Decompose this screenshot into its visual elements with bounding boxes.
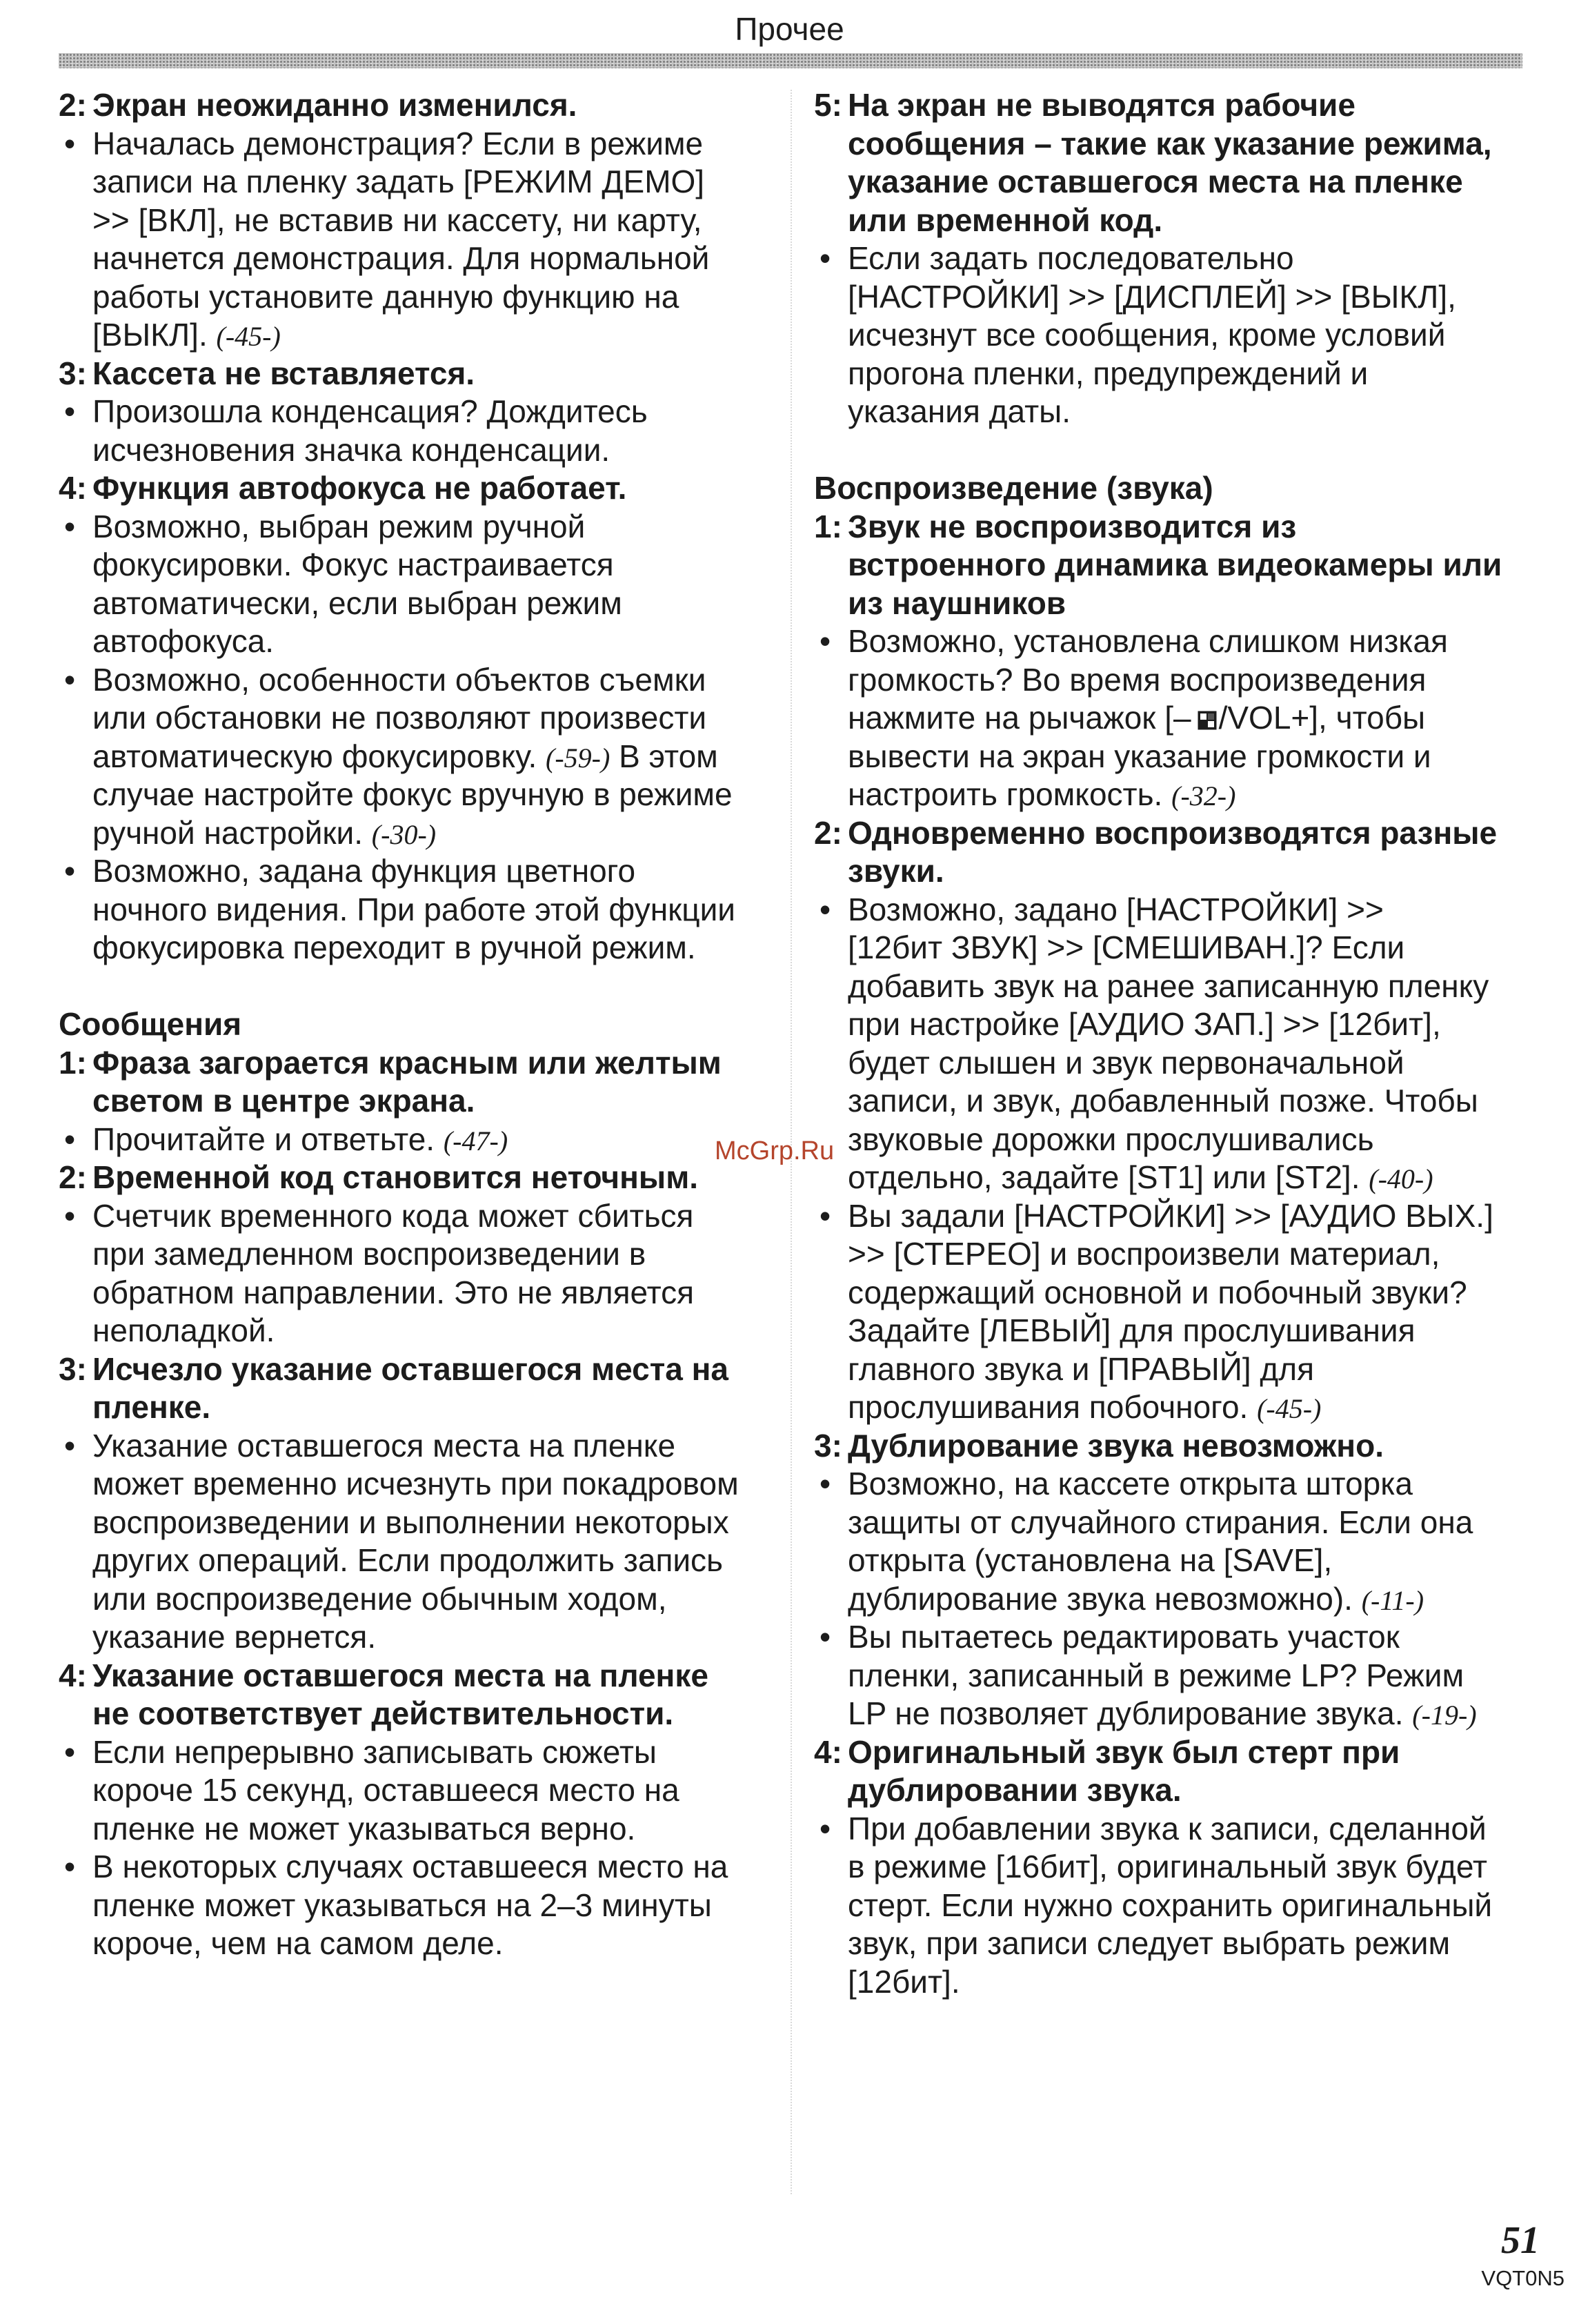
page-reference: (-19-) [1412,1700,1477,1731]
item-number: 3: [59,355,87,391]
bullet-line [814,1159,1531,1197]
bullet-line: автофокуса. [92,623,275,659]
item-title-line [814,1733,1531,1772]
page-reference: (-11-) [1361,1584,1424,1616]
item-title-line: сообщения – такие как указание режима, [848,125,1492,161]
bullet-line: [12бит]. [848,1963,960,2000]
bullet-line: пленки, записанный в режиме LP? Режим [848,1657,1464,1693]
bullet-item [814,1810,1531,2002]
troubleshooting-item [59,1159,776,1197]
bullet-line-text: Прочитайте и ответьте. [92,1121,444,1157]
item-title-line: дублировании звука. [848,1772,1182,1808]
item-number: 2: [59,1159,87,1195]
bullet-line: обратном направлении. Это не является [92,1274,695,1310]
item-title-line: пленке. [92,1389,211,1425]
item-title-text: Функция автофокуса не работает. [92,470,627,506]
header-rule [59,53,1522,68]
bullet-line: исчезновения значка конденсации. [92,431,610,468]
troubleshooting-item [814,508,1531,623]
bullet-line: записи на пленку задать [РЕЖИМ ДЕМО] [92,164,705,199]
document-code: VQT0N5 [1481,2266,1565,2290]
page-number: 51 [1501,2219,1540,2262]
bullet-item [59,852,776,967]
bullet-line: • Возможно, установлена слишком низкая [814,622,1531,661]
bullet-line: при замедленном воспроизведении в [92,1236,646,1272]
bullet-line: исчезнут все сообщения, кроме условий [848,317,1446,353]
bullet-line: фокусировки. Фокус настраивается [92,546,614,582]
item-number: 4: [59,470,87,506]
bullet-line: звуковые дорожки прослушивались [848,1121,1374,1157]
bullet-line: пленке может указываться на 2–3 минуты [92,1887,712,1923]
bullet-line: короче 15 секунд, оставшееся место на [92,1772,679,1808]
bullet-line: воспроизведении и выполнении некоторых [92,1504,729,1540]
item-title-line: не соответствует действительности. [92,1695,674,1731]
bullet-line-text: отдельно, задайте [ST1] или [ST2]. [848,1159,1369,1195]
bullet-line: • Началась демонстрация? Если в режиме [59,125,776,164]
bullet-line: защиты от случайного стирания. Если она [848,1504,1473,1540]
bullet-line: указание вернется. [92,1619,377,1655]
troubleshooting-item [59,1044,776,1121]
bullet-line-text: /VOL+], чтобы [1218,700,1426,736]
bullet-item [59,661,776,853]
bullet-line: звук, при записи следует выбрать режим [848,1925,1451,1961]
item-number: 2: [814,814,842,851]
bullet-line: • Возможно, задана функция цветного [59,852,776,891]
bullet-line: или воспроизведение обычным ходом, [92,1580,667,1617]
bullet-line: ночного видения. При работе этой функции [92,891,735,927]
bullet-line: • Вы задали [НАСТРОЙКИ] >> [АУДИО ВЫХ.] [814,1197,1531,1236]
item-title-text: Дублирование звука невозможно. [848,1427,1384,1464]
bullet-line: в режиме [16бит], оригинальный звук будет [848,1849,1487,1884]
bullet-line: • Возможно, на кассете открыта шторка [814,1465,1531,1504]
item-title-line [59,1657,776,1695]
bullet-line: открыта (установлена на [SAVE], [848,1542,1333,1578]
bullet-line: работы установите данную функцию на [92,278,679,315]
bullet-line [814,699,1531,738]
bullet-item [814,1197,1531,1427]
bullet-line: • Счетчик временного кода может сбиться [59,1197,776,1236]
bullet-line: короче, чем на самом деле. [92,1925,504,1961]
bullet-line-text: LP не позволяет дублирование звука. [848,1695,1413,1731]
item-number: 1: [814,508,842,544]
item-title-line [59,1350,776,1389]
item-number: 4: [814,1733,842,1770]
bullet-line: • Возможно, задано [НАСТРОЙКИ] >> [814,891,1531,929]
bullet-line-text: дублирование звука невозможно). [848,1580,1362,1617]
item-title-line: встроенного динамика видеокамеры или [848,546,1502,582]
troubleshooting-item [59,469,776,508]
item-title-line [814,86,1531,125]
item-title-text: Экран неожиданно изменился. [92,87,577,123]
bullet-line: • Возможно, особенности объектов съемки [59,661,776,700]
bullet-line: >> [ВКЛ], не вставив ни кассету, ни карту, [92,201,702,238]
bullet-item [814,239,1531,431]
bullet-line: • Указание оставшегося места на пленке [59,1427,776,1466]
bullet-line [814,1695,1531,1733]
item-title-line: из наушников [848,584,1066,621]
item-title-text: Оригинальный звук был стерт при [848,1733,1400,1770]
page-reference: (-45-) [1257,1393,1322,1424]
bullet-line: или обстановки не позволяют произвести [92,700,707,736]
bullet-line: будет слышен и звук первоначальной [848,1044,1404,1081]
item-title-text: Временной код становится неточным. [92,1159,698,1195]
item-title-text: Указание оставшегося места на пленке [92,1657,708,1693]
troubleshooting-item [59,86,776,125]
bullet-line: указания даты. [848,393,1071,429]
section-gap [814,431,1531,470]
item-number: 4: [59,1657,87,1693]
bullet-line: • Вы пытаетесь редактировать участок [814,1618,1531,1657]
item-number: 5: [814,87,842,123]
left-column [59,86,776,1963]
item-title-text: Звук не воспроизводится из [848,508,1297,544]
section-title: Воспроизведение (звука) [814,470,1213,506]
bullet-line-text: ручной настройки. [92,814,372,851]
item-title-line [814,508,1531,546]
bullet-line: случае настройте фокус вручную в режиме [92,776,733,812]
bullet-line [814,1580,1531,1619]
bullet-line: добавить звук на ранее записанную пленку [848,967,1489,1004]
bullet-line: других операций. Если продолжить запись [92,1542,724,1578]
item-title-text: Фраза загорается красным или желтым [92,1044,722,1081]
watermark: McGrp.Ru [715,1136,835,1165]
bullet-line [59,738,776,776]
item-title-line: указание оставшегося места на пленке [848,164,1463,199]
bullet-item [59,1121,776,1159]
item-title-text: Кассета не вставляется. [92,355,475,391]
bullet-item [59,125,776,355]
bullet-line: неполадкой. [92,1312,275,1348]
page-reference: (-32-) [1171,780,1236,811]
page-reference: (-47-) [443,1125,508,1156]
bullet-line: главного звука и [ПРАВЫЙ] для [848,1350,1314,1387]
item-title-line [59,355,776,393]
bullet-item [814,622,1531,814]
bullet-line: • В некоторых случаях оставшееся место на [59,1848,776,1887]
bullet-line: Задайте [ЛЕВЫЙ] для прослушивания [848,1312,1416,1348]
page-header-title: Прочее [735,11,844,47]
bullet-line-text: автоматическую фокусировку. [92,738,546,774]
bullet-line-text: настроить громкость. [848,776,1172,812]
bullet-line-text: [ВЫКЛ]. [92,317,217,353]
bullet-line: • Если задать последовательно [814,239,1531,278]
item-title-text: Одновременно воспроизводятся разные [848,814,1498,851]
troubleshooting-item [814,814,1531,891]
right-column [814,86,1531,2001]
item-title-text: Исчезло указание оставшегося места на [92,1350,728,1387]
bullet-line-text: прослушивания побочного. [848,1389,1258,1425]
bullet-line [814,1388,1531,1427]
bullet-line [59,316,776,355]
bullet-line [59,814,776,853]
troubleshooting-item [814,1427,1531,1466]
troubleshooting-item [814,86,1531,239]
item-title-line [59,469,776,508]
troubleshooting-item [59,1657,776,1733]
item-number: 3: [814,1427,842,1464]
troubleshooting-item [59,355,776,393]
bullet-line: • Произошла конденсация? Дождитесь [59,393,776,431]
thumbnail-icon [1197,710,1218,731]
bullet-item [59,1197,776,1350]
section-title: Сообщения [59,1006,242,1042]
bullet-line: фокусировка переходит в ручной режим. [92,929,696,965]
item-title-line: звуки. [848,853,944,889]
item-title-text: На экран не выводятся рабочие [848,87,1355,123]
item-title-line [59,86,776,125]
bullet-line: громкость? Во время воспроизведения [848,661,1427,698]
item-number: 2: [59,87,87,123]
item-number: 3: [59,1350,87,1387]
bullet-line: может временно исчезнуть при покадровом [92,1466,739,1501]
item-title-line: или временной код. [848,201,1163,238]
bullet-item [59,393,776,469]
page-reference: (-45-) [216,321,281,352]
bullet-line: содержащий основной и побочный звуки? [848,1274,1467,1310]
bullet-line: • Возможно, выбран режим ручной [59,508,776,546]
bullet-item [814,1618,1531,1733]
section-gap [59,967,776,1006]
bullet-line: >> [СТЕРЕО] и воспроизвели материал, [848,1236,1440,1272]
item-number: 1: [59,1044,87,1081]
bullet-line [59,1121,776,1159]
bullet-line: [12бит ЗВУК] >> [СМЕШИВАН.]? Если [848,929,1405,965]
item-title-line [59,1159,776,1197]
bullet-line: стерт. Если нужно сохранить оригинальный [848,1887,1493,1923]
bullet-item [59,1848,776,1963]
bullet-line: прогона пленки, предупреждений и [848,355,1369,391]
troubleshooting-item [59,1350,776,1427]
bullet-line: начнется демонстрация. Для нормальной [92,240,710,276]
bullet-line-text: нажмите на рычажок [– [848,700,1191,736]
bullet-line: вывести на экран указание громкости и [848,738,1431,774]
bullet-line: пленке не может указываться верно. [92,1810,636,1847]
item-title-line [814,814,1531,853]
item-title-line [59,1044,776,1083]
troubleshooting-item [814,1733,1531,1810]
page-reference: (-30-) [371,818,437,850]
page-reference: (-59-) [546,742,610,774]
bullet-line: • Если непрерывно записывать сюжеты [59,1733,776,1772]
bullet-line: автоматически, если выбран режим [92,584,622,621]
bullet-item [814,1465,1531,1618]
bullet-line-text: В этом [610,738,718,774]
bullet-line: [НАСТРОЙКИ] >> [ДИСПЛЕЙ] >> [ВЫКЛ], [848,278,1456,315]
bullet-line: записи, и звук, добавленный позже. Чтобы [848,1083,1478,1119]
bullet-line [814,776,1531,814]
bullet-item [59,1733,776,1849]
item-title-line [814,1427,1531,1466]
bullet-item [59,508,776,661]
page-reference: (-40-) [1369,1163,1433,1194]
bullet-line: • При добавлении звука к записи, сделанной [814,1810,1531,1849]
bullet-item [814,891,1531,1197]
bullet-line: при настройке [АУДИО ЗАП.] >> [12бит], [848,1006,1441,1042]
item-title-line: светом в центре экрана. [92,1083,475,1119]
bullet-item [59,1427,776,1657]
